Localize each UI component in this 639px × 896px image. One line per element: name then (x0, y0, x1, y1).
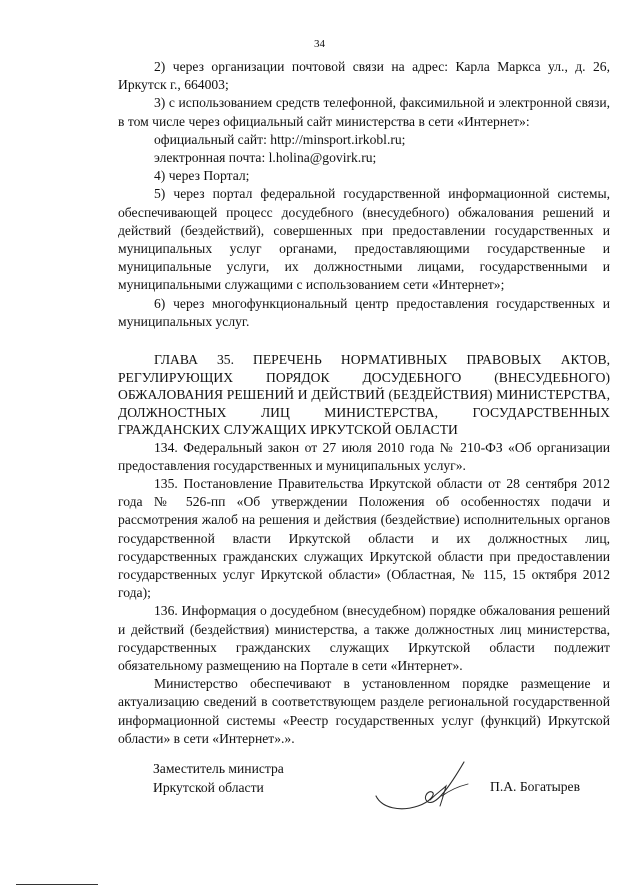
official-site-line: официальный сайт: http://minsport.irkobl.ru; (154, 131, 406, 147)
handwritten-signature (372, 756, 482, 816)
item-135: 135. Постановление Правительства Иркутской области от 28 сентября 2012 года № 526-пп «Об утверждении Положения об особенностях подачи и рассмотрения жалоб на решения и действия (бездействие) исполнительных органов государственной власти Иркутской области и их должностных лиц, государственных гражданских служащих Иркутской области при предоставлении государственных услуг Иркутской области» (Областная, № 115, 15 октября 2012 года); (118, 475, 610, 601)
signatory-position (153, 760, 284, 797)
signatory-position-line-1: Заместитель министра (153, 761, 284, 776)
email-line: электронная почта: l.holina@govirk.ru; (154, 150, 377, 166)
footer-divider (16, 884, 98, 885)
item-136: 136. Информация о досудебном (внесудебном) порядке обжалования решений и действий (бездействия) министерства, а также должностных лиц министерства, государственных гражданских служащих Иркутской области подлежит обязательному размещению на Портале в сети «Интернет». (118, 603, 610, 673)
signatory-position-line-2: Иркутской области (153, 779, 264, 795)
list-item-federal-portal: 5) через портал федеральной государственной информационной системы, обеспечивающей процесс досудебного (внесудебного) обжалования решений и действий (бездействий), совершенных при предоставлении государственных и муниципальных услуг органами, предоставляющими государственные и муниципальные услуги, их должностными лицами, государственными и муниципальными служащими с использованием сети «Интернет»; (118, 186, 610, 293)
list-item-mfc: 6) через многофункциональный центр предоставления государственных и муниципальных услуг. (118, 295, 610, 329)
page-number: 34 (314, 38, 325, 50)
ministry-obligation-paragraph: Министерство обеспечивают в установленном порядке размещение и актуализацию сведений в соответствующем разделе региональной государственной информационной системы «Реестр государственных услуг (функций) Иркутской области» в сети «Интернет».». (118, 676, 610, 746)
item-134: 134. Федеральный закон от 27 июля 2010 года № 210-ФЗ «Об организации предоставления государственных и муниципальных услуг». (118, 439, 610, 473)
document-body (118, 58, 610, 748)
list-item-postal: 2) через организации почтовой связи на адрес: Карла Маркса ул., д. 26, Иркутск г., 664003; (118, 59, 610, 93)
list-item-electronic: 3) с использованием средств телефонной, факсимильной и электронной связи, в том числе через официальный сайт министерства в сети «Интернет»: (118, 95, 610, 129)
signatory-name: П.А. Богатырев (490, 779, 581, 794)
list-item-portal: 4) через Портал; (154, 168, 250, 184)
chapter-heading: ГЛАВА 35. ПЕРЕЧЕНЬ НОРМАТИВНЫХ ПРАВОВЫХ АКТОВ, РЕГУЛИРУЮЩИХ ПОРЯДОК ДОСУДЕБНОГО (ВНЕСУДЕБНОГО) ОБЖАЛОВАНИЯ РЕШЕНИЙ И ДЕЙСТВИЙ (БЕЗДЕЙСТВИЯ) МИНИСТЕРСТВА, ДОЛЖНОСТНЫХ ЛИЦ МИНИСТЕРСТВА, ГОСУДАРСТВЕННЫХ ГРАЖДАНСКИХ СЛУЖАЩИХ ИРКУТСКОЙ ОБЛАСТИ (118, 352, 610, 438)
